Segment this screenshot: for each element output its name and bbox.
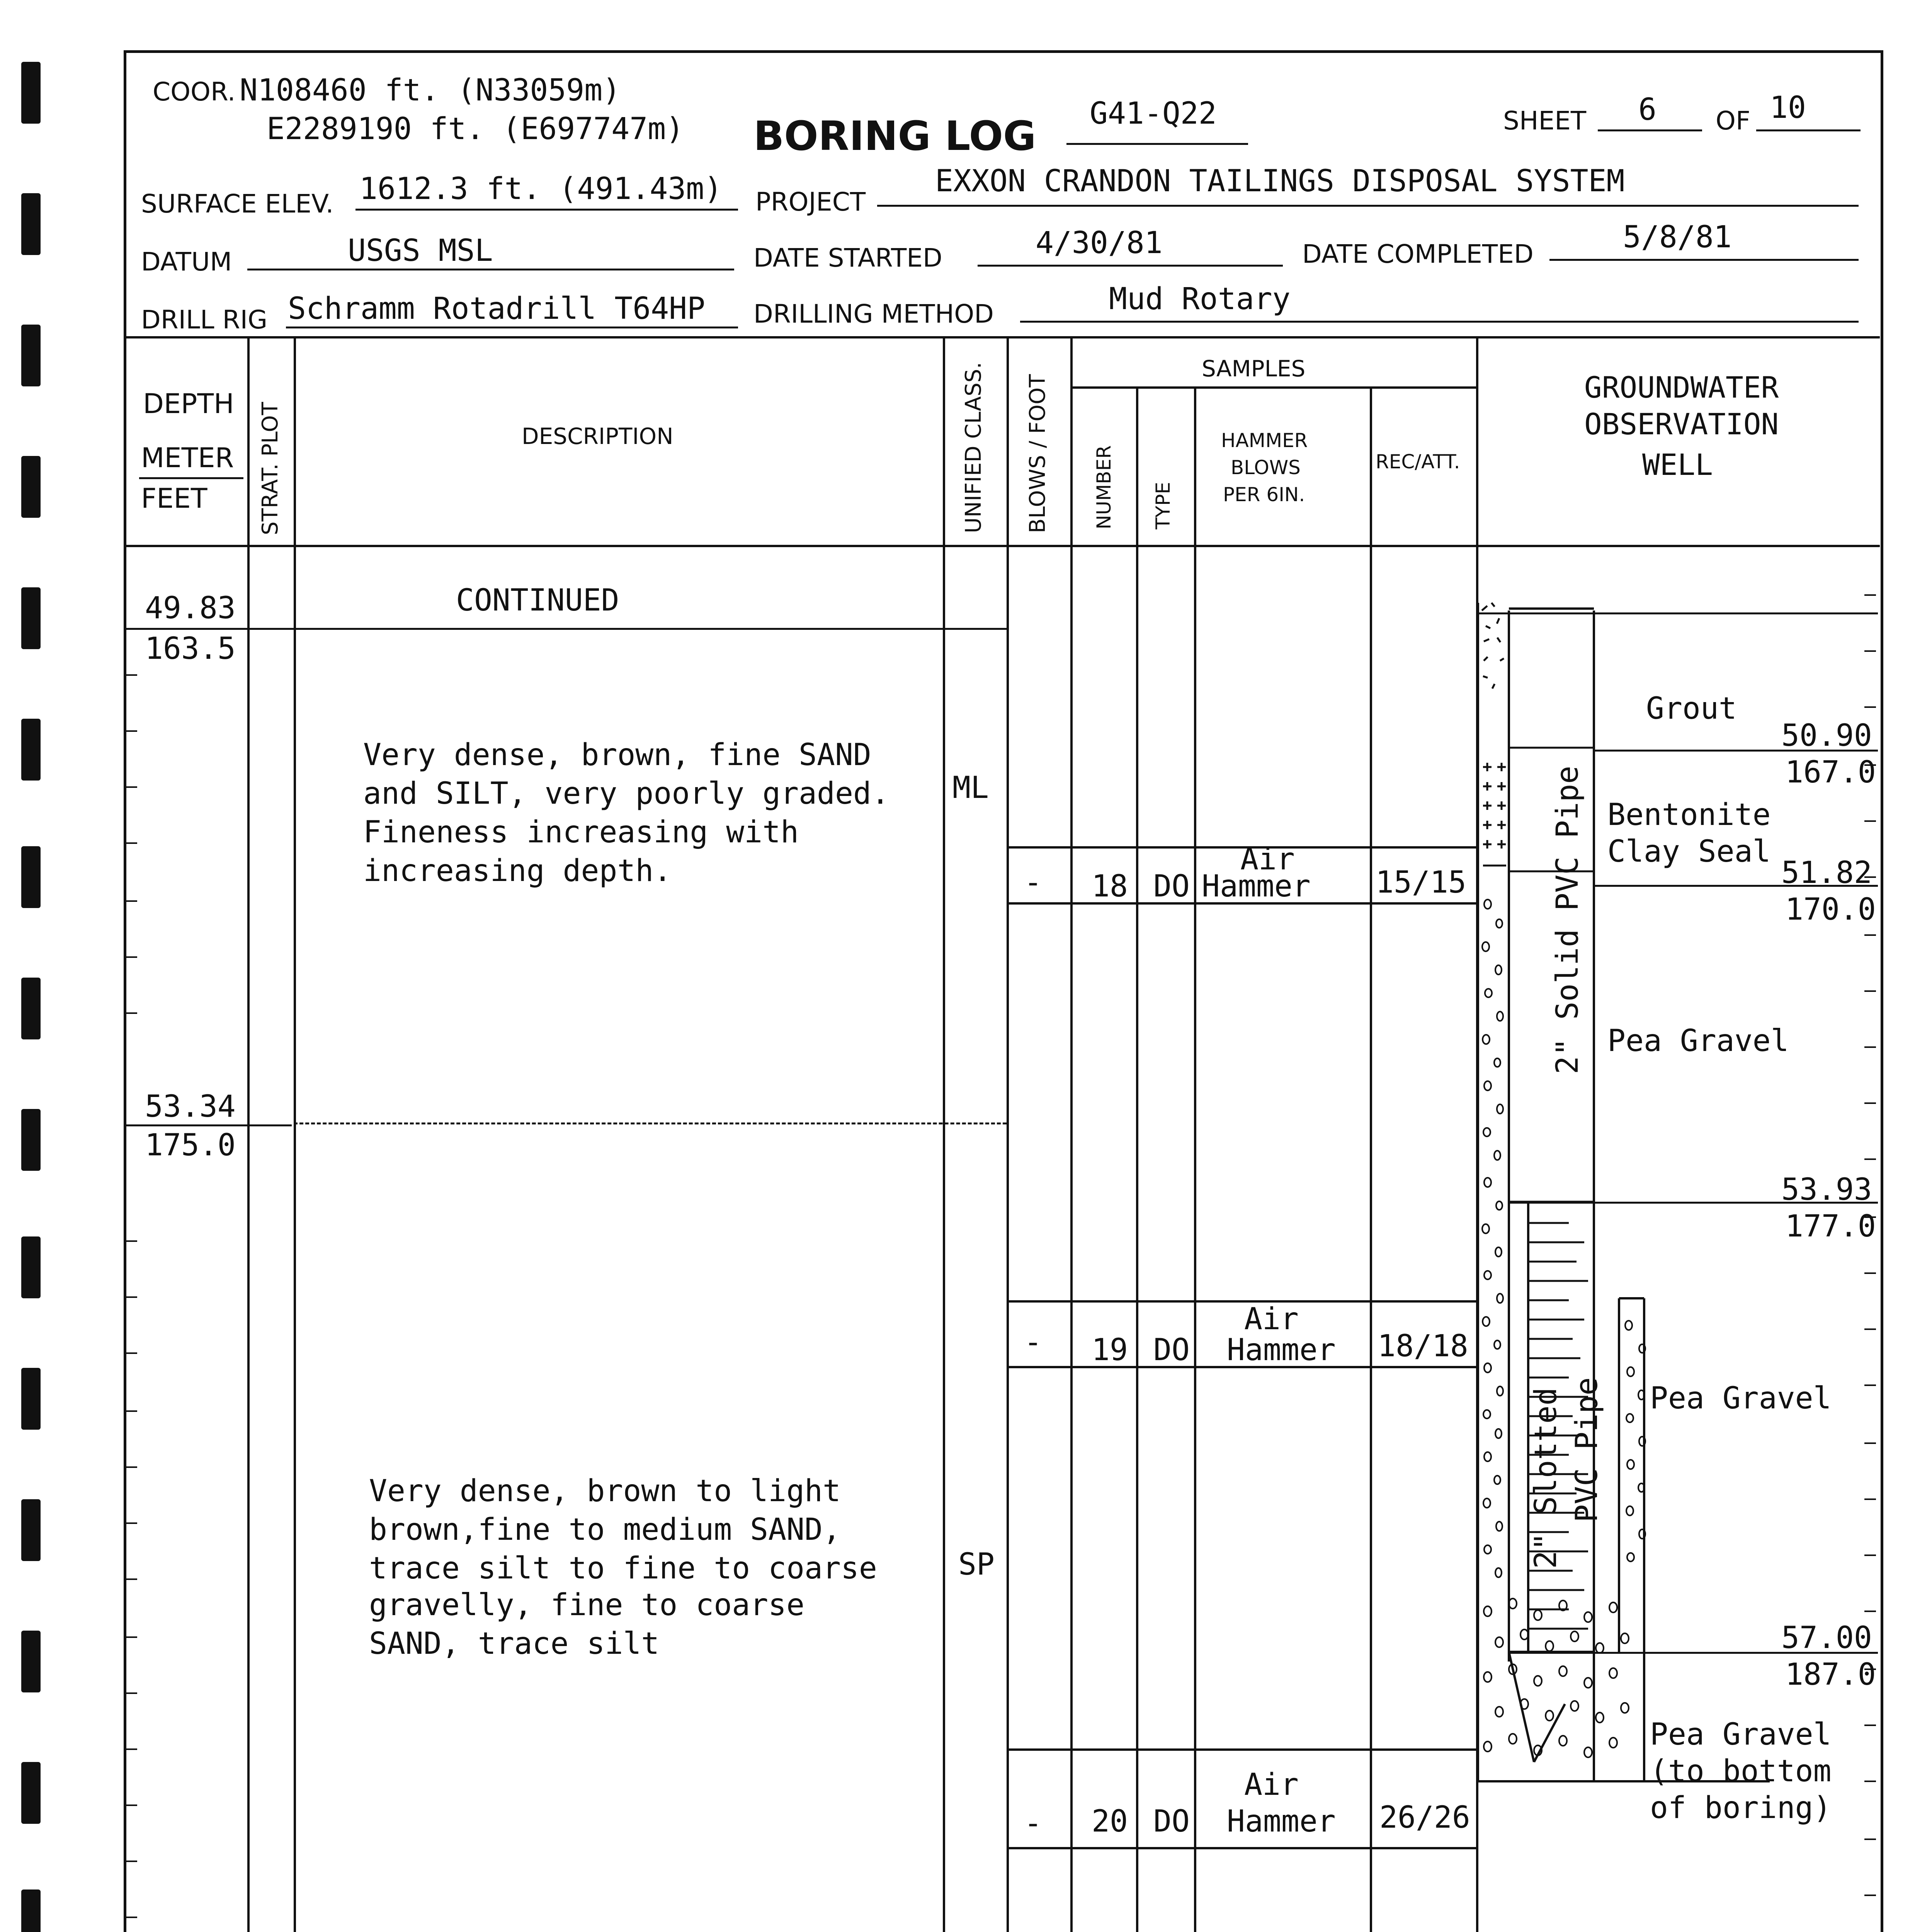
coor-east: E2289190 ft. (E697747m) — [267, 112, 684, 146]
well-d3-m: 53.93 — [1781, 1172, 1872, 1207]
surface-elev-label: SURFACE ELEV. — [141, 189, 334, 219]
drilling-method: Mud Rotary — [1109, 282, 1291, 316]
col-description: DESCRIPTION — [522, 423, 673, 449]
well-d4-ft: 187.0 — [1785, 1657, 1876, 1692]
sample-18-blows: - — [1024, 865, 1042, 900]
well-slotted-label-1: 2" Slotted — [1529, 1387, 1563, 1569]
col-number: NUMBER — [1093, 445, 1115, 529]
layer-1-line-3: Fineness increasing with — [363, 815, 799, 850]
date-completed: 5/8/81 — [1623, 220, 1732, 255]
sample-18-number: 18 — [1092, 869, 1128, 904]
sheet-total: 10 — [1770, 90, 1806, 125]
well-pea-gravel-3-1: Pea Gravel — [1650, 1717, 1832, 1752]
date-started: 4/30/81 — [1036, 226, 1163, 260]
layer-1-line-2: and SILT, very poorly graded. — [363, 776, 889, 811]
sample-19-type: DO — [1153, 1333, 1190, 1367]
date-started-label: DATE STARTED — [753, 243, 942, 273]
well-pea-gravel-1: Pea Gravel — [1607, 1024, 1789, 1058]
layer-2-line-5: SAND, trace silt — [369, 1626, 660, 1661]
sample-19-hammer-2: Hammer — [1227, 1333, 1336, 1367]
sample-18-hammer-1: Air — [1240, 842, 1295, 877]
well-d3-ft: 177.0 — [1785, 1209, 1876, 1244]
col-strat-plot: STRAT. PLOT — [258, 402, 283, 535]
sample-19-number: 19 — [1092, 1333, 1128, 1367]
datum-label: DATUM — [141, 247, 232, 277]
col-depth: DEPTH — [143, 388, 234, 420]
well-d1-ft: 167.0 — [1785, 755, 1876, 790]
depth-top-m: 49.83 — [145, 591, 236, 626]
project-name: EXXON CRANDON TAILINGS DISPOSAL SYSTEM — [935, 164, 1625, 199]
sample-20-number: 20 — [1092, 1804, 1128, 1839]
col-blows-foot: BLOWS / FOOT — [1025, 374, 1050, 533]
datum: USGS MSL — [348, 233, 493, 268]
layer-2-line-2: brown,fine to medium SAND, — [369, 1512, 841, 1547]
sample-19-blows: - — [1024, 1325, 1042, 1360]
sample-20-hammer-2: Hammer — [1227, 1804, 1336, 1839]
well-pea-gravel-3-2: (to bottom — [1650, 1754, 1832, 1789]
sample-20-rec: 26/26 — [1379, 1800, 1470, 1835]
well-d1-m: 50.90 — [1781, 718, 1872, 753]
layer-2-line-4: gravelly, fine to coarse — [369, 1588, 805, 1622]
depth-mid-ft: 175.0 — [145, 1128, 236, 1163]
project-label: PROJECT — [755, 187, 866, 217]
boring-id: G41-Q22 — [1090, 96, 1217, 131]
layer-1-line-1: Very dense, brown, fine SAND — [363, 738, 871, 772]
sample-19-rec: 18/18 — [1378, 1329, 1468, 1364]
drill-rig-label: DRILL RIG — [141, 305, 268, 335]
drilling-method-label: DRILLING METHOD — [753, 299, 994, 329]
col-type: TYPE — [1152, 482, 1174, 529]
layer-2-line-1: Very dense, brown to light — [369, 1474, 841, 1509]
depth-top-ft: 163.5 — [145, 631, 236, 666]
col-hammer-1: HAMMER — [1221, 429, 1308, 452]
well-bentonite-1: Bentonite — [1607, 798, 1771, 832]
col-hammer-3: PER 6IN. — [1223, 483, 1305, 506]
well-d2-ft: 170.0 — [1785, 892, 1876, 927]
col-hammer-2: BLOWS — [1231, 456, 1301, 479]
page-title: BORING LOG — [753, 112, 1036, 160]
sample-20-type: DO — [1153, 1804, 1190, 1839]
surface-elev: 1612.3 ft. (491.43m) — [359, 172, 723, 206]
col-feet: FEET — [141, 483, 207, 514]
sheet-number: 6 — [1638, 92, 1656, 127]
col-unified-class: UNIFIED CLASS. — [961, 362, 986, 533]
drill-rig: Schramm Rotadrill T64HP — [288, 291, 706, 326]
well-slotted-label-2: PVC Pipe — [1570, 1377, 1604, 1522]
well-d2-m: 51.82 — [1781, 855, 1872, 890]
coor-north: N108460 ft. (N33059m) — [240, 73, 621, 108]
of-label: OF — [1716, 106, 1750, 136]
layer-2-uscs: SP — [958, 1547, 995, 1582]
sample-18-type: DO — [1153, 869, 1190, 904]
coor-label: COOR. — [153, 77, 236, 107]
sheet-label: SHEET — [1503, 106, 1587, 136]
col-meter: METER — [141, 442, 234, 474]
layer-1-line-4: increasing depth. — [363, 854, 672, 888]
layer-1-uscs: ML — [952, 770, 989, 805]
layer-2-line-3: trace silt to fine to coarse — [369, 1551, 877, 1586]
sample-18-rec: 15/15 — [1376, 865, 1466, 900]
well-bentonite-2: Clay Seal — [1607, 834, 1771, 869]
well-grout: Grout — [1646, 691, 1737, 726]
col-gw-1: GROUNDWATER — [1584, 370, 1779, 405]
sample-20-blows: - — [1024, 1806, 1042, 1841]
col-samples: SAMPLES — [1202, 355, 1306, 382]
date-completed-label: DATE COMPLETED — [1302, 239, 1534, 269]
sample-19-hammer-1: Air — [1244, 1302, 1299, 1337]
well-d4-m: 57.00 — [1781, 1621, 1872, 1655]
col-gw-2: OBSERVATION — [1584, 407, 1779, 441]
sample-20-hammer-1: Air — [1244, 1767, 1299, 1802]
col-gw-3: WELL — [1642, 447, 1713, 482]
well-solid-pipe-label: 2" Solid PVC Pipe — [1550, 765, 1585, 1074]
col-rec-att: REC/ATT. — [1376, 451, 1460, 473]
continued-top: CONTINUED — [456, 583, 619, 618]
well-pea-gravel-3-3: of boring) — [1650, 1791, 1832, 1825]
sample-18-hammer-2: Hammer — [1202, 869, 1311, 904]
well-pea-gravel-2: Pea Gravel — [1650, 1381, 1832, 1416]
depth-mid-m: 53.34 — [145, 1089, 236, 1124]
